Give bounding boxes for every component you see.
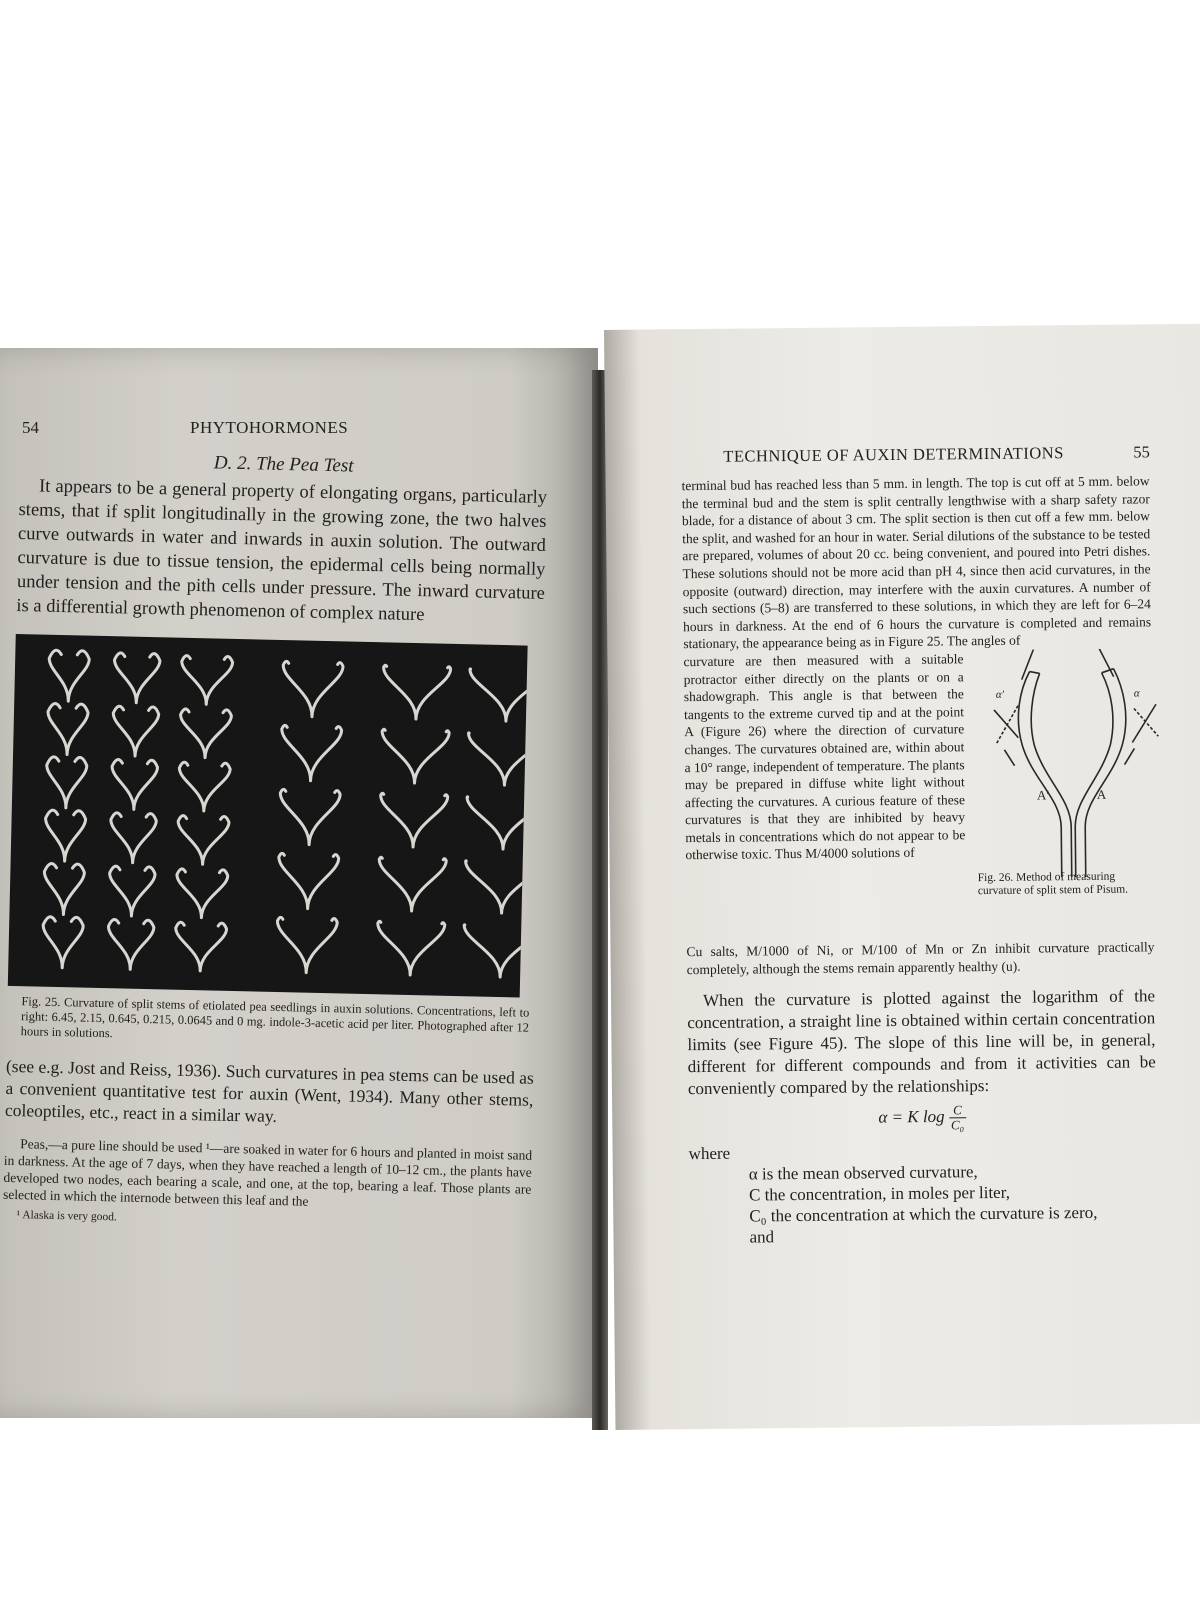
continuation-paragraph: (see e.g. Jost and Reiss, 1936). Such curvatures in pea stems can be used as a convenient quantitative test for auxin (Went, 1934). Many other stems, coleoptiles, etc., react in a similar way. [4, 1055, 535, 1126]
formula-numerator: C [949, 1103, 966, 1118]
figure-26-caption: Fig. 26. Method of measuring curvature of split stem of Pisum. [977, 870, 1129, 898]
section-heading: D. 2. The Pea Test [213, 452, 354, 477]
split-stem-shape [382, 665, 450, 720]
split-stem-shape [278, 853, 339, 909]
split-stem-shape [178, 762, 230, 811]
split-stem-shape [181, 656, 233, 705]
point-a-label: A [1096, 786, 1107, 802]
right-page-body [682, 472, 1158, 1248]
left-running-title: PHYTOHORMONES [190, 418, 349, 437]
procedure-paragraph: terminal bud has reached less than 5 mm. in length. The top is cut off at 5 mm. below the terminal bud and the stem is split centrally lengthwise with a sharp safety razor blade, for a distance of about 3 cm. The split section is then cut off a few mm. below the split, and washed for an hour in water. Serial dilutions of the substance to be tested are prepared, volumes of about 20 cc. being convenient, and poured into Petri dishes. These solutions should not be more acid than pH 4, since then acid curvatures, in the opposite (outward) direction, may interfere with the auxin curvatures. A number of such sections (5–8) are transferred to these solutions, in which they are left for 6–24 hours in darkness. At the end of 6 hours the curvature is completed and remains stationary, the appearance being as in Figure 25. The angles of [681, 473, 1152, 652]
split-stem-shape [111, 759, 158, 809]
split-stem-shape [177, 815, 229, 864]
measurement-paragraph: curvature are then measured with a suitable protractor either directly on the plants or on a shadowgraph. This angle is that between the tangents to the extreme curved tip and at the point A (Figure 26) where the direction of curvature changes. The curvatures obtained are, within about a 10° range, independent of temperature. The plants may be prepared in diffuse white light without affecting the curvatures. A curious feature of these curvatures is that they are inhibited by heavy metals in concentrations which do not appear to be otherwise toxic. Thus M/4000 solutions of [683, 651, 966, 863]
split-stem-shape [176, 869, 228, 918]
split-stem-shape [114, 653, 161, 703]
definition-alpha: α is the mean observed curvature, [748, 1162, 978, 1184]
footnote: ¹ Alaska is very good. [16, 1209, 117, 1224]
stem-column [377, 665, 451, 975]
figure-wrap-area [683, 648, 1154, 943]
split-stem-shape [112, 706, 159, 756]
split-stem-shape [282, 661, 343, 717]
where-intro: where [688, 1143, 731, 1164]
left-page [0, 348, 598, 1418]
split-stem-shape [469, 669, 528, 722]
right-page-number: 55 [1133, 442, 1150, 462]
definition-c0: C₀ the concentration at which the curvature is zero, [749, 1203, 1098, 1226]
split-stem-shape [45, 810, 86, 862]
logarithm-paragraph: When the curvature is plotted against the logarithm of the concentration, a straight line is obtained within certain concentration limits (see Figure 45). The slope of this line will be, in general, different for different compounds and from it activities can be conveniently compared by the relationships: [687, 986, 1156, 1099]
point-a-prime-label: A′ [1036, 787, 1050, 803]
split-stem-shape [42, 917, 83, 969]
left-page-number: 54 [22, 418, 39, 437]
right-running-title: TECHNIQUE OF AUXIN DETERMINATIONS [723, 443, 1064, 466]
stem-column [276, 661, 343, 973]
lead-paragraph: It appears to be a general property of elongating organs, particularly stems, that if split longitudinally in the growing zone, the two halves curve outwards in water and inwards in auxin solution. The outward curvature is due to tissue tension, the epidermal cells being normally under tension and the pith cells under pressure. The inward curvature is a differential growth phenomenon of complex nature [16, 476, 548, 626]
split-stem-shape [467, 733, 527, 786]
figure-25-caption: Fig. 25. Curvature of split stems of etiolated pea seedlings in auxin solutions. Concentrations, left to right: 6.45, 2.15, 0.645, 0.215, 0.0645 and 0 mg. indole-3-acetic acid per liter. Photographed after 12 hours in solutions. [20, 994, 530, 1041]
split-stem-shape [180, 709, 232, 758]
split-stem-shape [108, 919, 155, 969]
alpha-label: α [1133, 687, 1140, 700]
split-stem-shape [276, 917, 337, 973]
right-page [604, 324, 1200, 1430]
open-book [0, 330, 1200, 1450]
stem-column [108, 653, 161, 970]
method-paragraph: Peas,—a pure line should be used ¹—are soaked in water for 6 hours and planted in moist sand in darkness. At the age of 7 days, when they have reached a length of 10–12 cm., the plants have developed two nodes, each bearing a scale, and one, at the top, bearing a leaf. Those plants are selected in which the internode between this leaf and the [2, 1136, 533, 1209]
definition-and: and [749, 1227, 775, 1247]
split-stem-shape [464, 861, 527, 914]
stem-column [175, 656, 233, 972]
split-stem-shape [175, 922, 227, 971]
stem-column [463, 669, 528, 978]
split-stem-shape [381, 729, 449, 784]
definition-c: C the concentration, in moles per liter, [748, 1182, 1011, 1205]
right-running-head [723, 442, 1173, 466]
split-stem-shape [377, 921, 445, 976]
split-stem-shape [466, 797, 528, 850]
split-stem-shape [279, 789, 340, 845]
curvature-formula [688, 1101, 1156, 1135]
split-stem-shape [463, 925, 528, 978]
figure-25-photo [8, 634, 528, 998]
split-stem-shape [110, 813, 157, 863]
split-stem-shape [47, 703, 88, 755]
split-stem-shape [281, 725, 342, 781]
split-stem-shape [109, 866, 156, 916]
formula-fraction [949, 1103, 967, 1132]
alpha-prime-label: α′ [995, 688, 1005, 701]
figure-26-diagram [973, 648, 1161, 880]
formula-denominator: C₀ [950, 1117, 965, 1133]
split-stem-shape [380, 793, 448, 848]
split-stem-shape [378, 857, 446, 912]
left-page-body [2, 448, 547, 1233]
pea-stem-curvature-photo [8, 634, 528, 998]
stem-column [42, 650, 89, 968]
split-stem-shape [48, 650, 89, 702]
split-stem-shape [46, 757, 87, 809]
formula-lhs: α = K log [878, 1107, 945, 1127]
split-stem-shape [43, 863, 84, 915]
variable-definitions [689, 1138, 1158, 1248]
heavy-metal-paragraph: Cu salts, M/1000 of Ni, or M/100 of Mn or Zn inhibit curvature practically completely, although the stems remain apparently healthy (u). [686, 939, 1155, 977]
